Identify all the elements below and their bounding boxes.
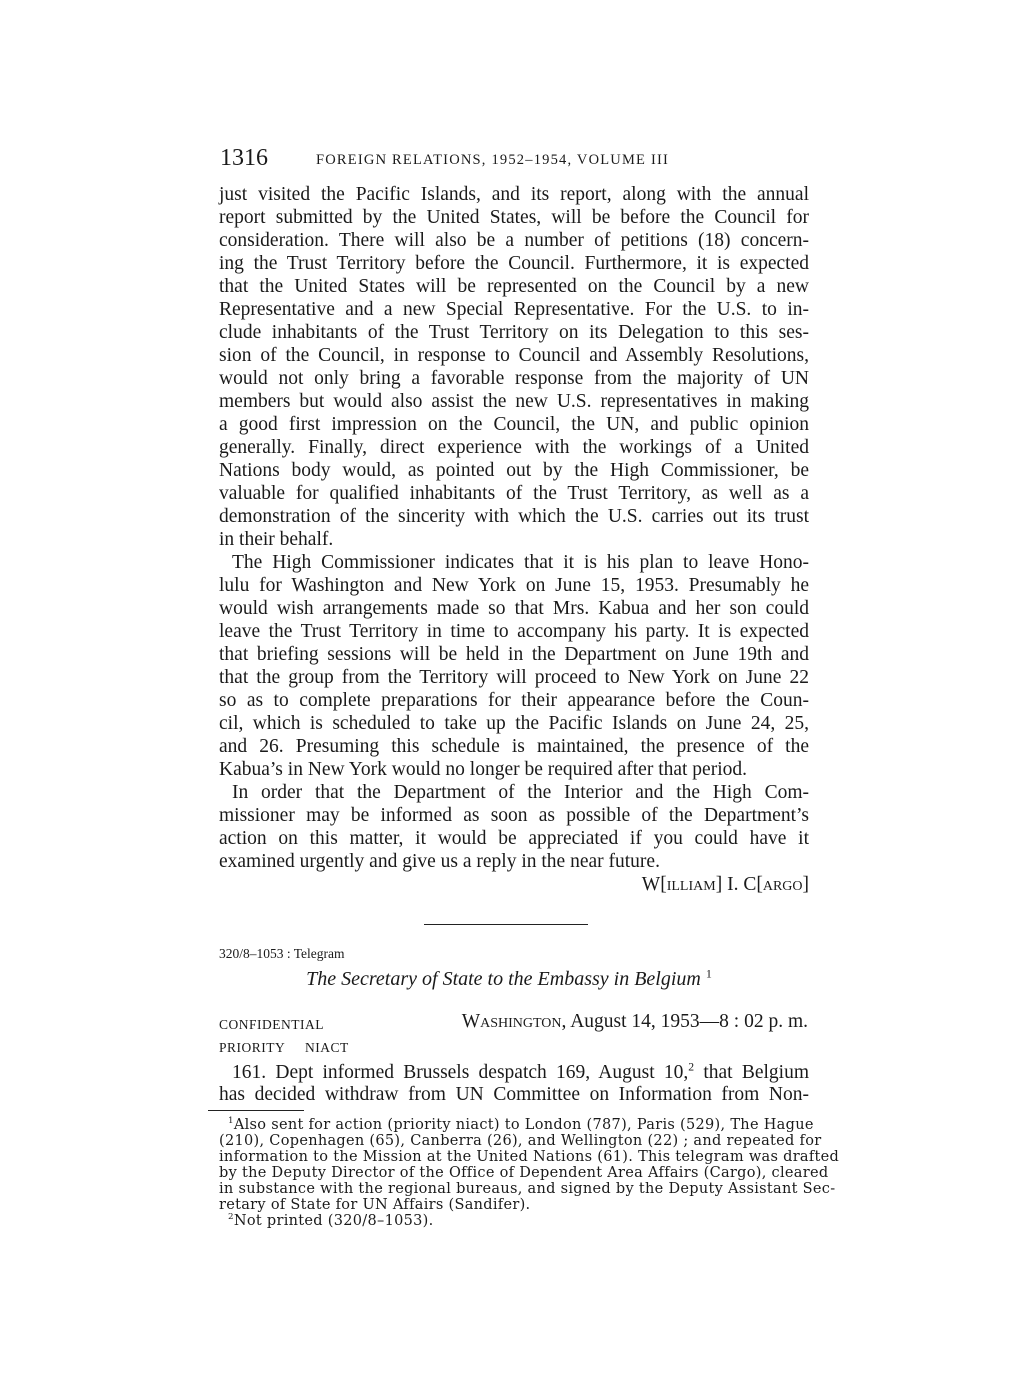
footnote-line: information to the Mission at the United Nations (61). This telegram was drafted xyxy=(219,1149,840,1165)
body-line: Nations body would, as pointed out by the High Commissioner, be xyxy=(219,460,809,481)
dateline-place: Washington xyxy=(461,1011,562,1032)
page-header xyxy=(220,144,820,174)
body-line: leave the Trust Territory in time to accompany his party. It is expected xyxy=(219,621,809,642)
footnote-text: Not printed (320/8–1053). xyxy=(233,1213,434,1229)
body-line: would not only bring a favorable response from the majority of UN xyxy=(219,368,809,389)
footnote-mark: 2 xyxy=(228,1212,234,1223)
footnote-mark: 1 xyxy=(228,1116,234,1127)
body-line: action on this matter, it would be appreciated if you could have it xyxy=(219,828,809,849)
priority: PRIORITY xyxy=(219,1040,286,1055)
body-line: Representative and a new Special Representative. For the U.S. to in- xyxy=(219,299,809,320)
body-line: valuable for qualified inhabitants of the Trust Territory, as well as a xyxy=(219,483,809,504)
body-line: consideration. There will also be a number of petitions (18) concern- xyxy=(219,230,809,251)
footnote-2 xyxy=(228,1214,809,1230)
dateline xyxy=(424,1010,808,1034)
classification: CONFIDENTIAL xyxy=(219,1017,324,1032)
signature-part: ] I. C[ xyxy=(715,874,763,895)
body-line: clude inhabitants of the Trust Territory on its Delegation to this ses- xyxy=(219,322,809,343)
body-line: a good first impression on the Council, the UN, and public opinion xyxy=(219,414,809,435)
footnote-ref: 1 xyxy=(705,966,712,981)
body-line: generally. Finally, direct experience with the workings of a United xyxy=(219,437,809,458)
body-line: Kabua’s in New York would no longer be required after that period. xyxy=(219,759,747,780)
section-divider xyxy=(424,924,588,925)
telegram-text: that Belgium xyxy=(694,1062,809,1083)
body-line: just visited the Pacific Islands, and its report, along with the annual xyxy=(219,184,809,205)
body-line: that the United States will be represented on the Council by a new xyxy=(219,276,809,297)
telegram-line xyxy=(232,1062,809,1084)
body-line: so as to complete preparations for their appearance before the Coun- xyxy=(219,690,809,711)
dateline-date: , August 14, 1953—8 : 02 p. m. xyxy=(561,1011,808,1032)
footnote-line: in substance with the regional bureaus, and signed by the Deputy Assistant Sec- xyxy=(219,1181,836,1197)
footnote-ref: 2 xyxy=(688,1060,695,1074)
body-line: lulu for Washington and New York on June 15, 1953. Presumably he xyxy=(219,575,809,596)
signature-part: W[ xyxy=(641,874,667,895)
body-line: examined urgently and give us a reply in the near future. xyxy=(219,851,660,872)
signature xyxy=(219,874,809,896)
body-line: The High Commissioner indicates that it is his plan to leave Hono- xyxy=(232,552,809,573)
body-line: cil, which is scheduled to take up the Pacific Islands on June 24, 25, xyxy=(219,713,809,734)
running-head: FOREIGN RELATIONS, 1952–1954, VOLUME III xyxy=(316,152,670,168)
body-line: missioner may be informed as soon as possible of the Department’s xyxy=(219,805,809,826)
signature-part: argo xyxy=(762,874,803,895)
signature-part: illiam xyxy=(666,874,716,895)
file-reference: 320/8–1053 : Telegram xyxy=(219,946,345,961)
body-line: report submitted by the United States, will be before the Council for xyxy=(219,207,809,228)
niact: NIACT xyxy=(305,1040,349,1055)
footnote-divider xyxy=(208,1110,304,1111)
footnote-line: (210), Copenhagen (65), Canberra (26), and Wellington (22) ; and repeated for xyxy=(219,1133,822,1149)
telegram-line: has decided withdraw from UN Committee on Information from Non- xyxy=(219,1084,809,1105)
body-line: ing the Trust Territory before the Council. Furthermore, it is expected xyxy=(219,253,809,274)
body-line: members but would also assist the new U.S. representatives in making xyxy=(219,391,809,412)
body-line: would wish arrangements made so that Mrs. Kabua and her son could xyxy=(219,598,809,619)
body-line: that the group from the Territory will proceed to New York on June 22 xyxy=(219,667,809,688)
body-line: demonstration of the sincerity with which the U.S. carries out its trust xyxy=(219,506,809,527)
footnote-1 xyxy=(228,1116,814,1134)
body-line: that briefing sessions will be held in the Department on June 19th and xyxy=(219,644,809,665)
body-line: and 26. Presuming this schedule is maintained, the presence of the xyxy=(219,736,809,757)
document-title xyxy=(0,967,1018,991)
body-line: sion of the Council, in response to Council and Assembly Resolutions, xyxy=(219,345,809,366)
telegram-text: 161. Dept informed Brussels despatch 169, August 10, xyxy=(232,1062,689,1083)
footnote-line: by the Deputy Director of the Office of Dependent Area Affairs (Cargo), cleared xyxy=(219,1165,829,1181)
page-number: 1316 xyxy=(220,145,268,171)
footnote-text: Also sent for action (priority niact) to London (787), Paris (529), The Hague xyxy=(233,1117,814,1133)
footnote-line: retary of State for UN Affairs (Sandifer). xyxy=(219,1197,531,1213)
document-title-text: The Secretary of State to the Embassy in Belgium xyxy=(306,968,701,990)
body-line: In order that the Department of the Interior and the High Com- xyxy=(232,782,809,803)
body-line: in their behalf. xyxy=(219,529,334,550)
signature-part: ] xyxy=(802,874,809,895)
